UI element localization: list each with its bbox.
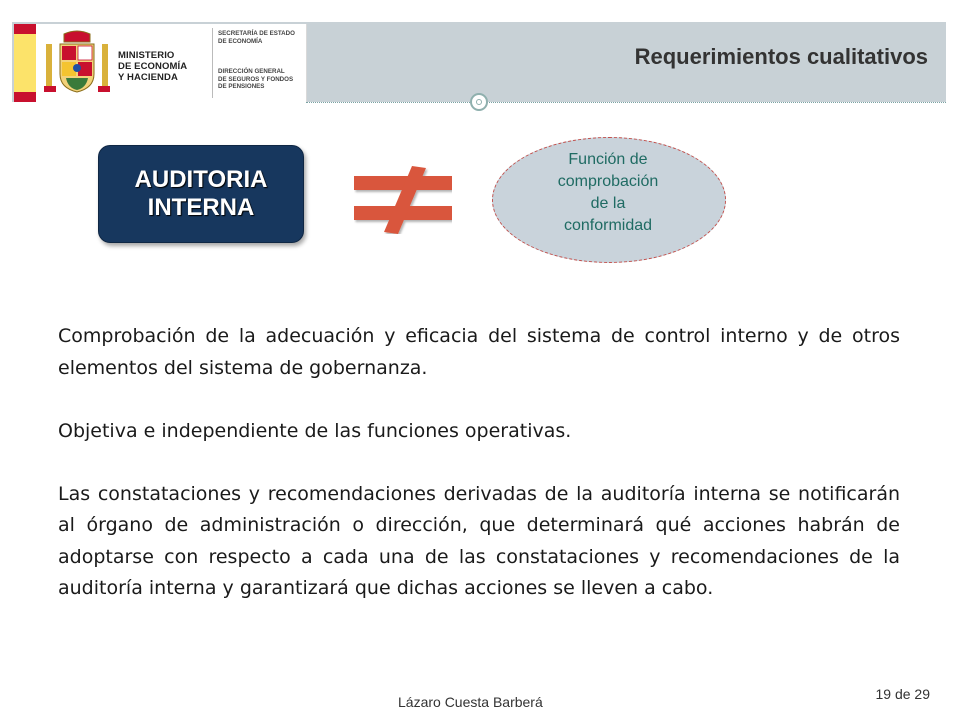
coat-of-arms-icon [42,30,112,96]
auditoria-interna-box [98,145,304,243]
ministry-name: MINISTERIO DE ECONOMÍA Y HACIENDA [118,50,188,83]
box-line-1: AUDITORIA [134,166,268,193]
flag-strip [14,24,36,102]
box-line-2: INTERNA [147,194,255,221]
ellipse-label: Función de comprobación de la conformidad [557,151,659,234]
page-number: 19 de 29 [875,686,930,702]
paragraph: Comprobación de la adecuación y eficacia del sistema de control interno y de otros elementos del sistema de gobernanza. [58,325,900,379]
header-divider [306,102,946,103]
ring-ornament-icon [470,93,488,111]
secretaria-name: SECRETARÍA DE ESTADO DE ECONOMÍA [218,30,295,45]
slide-title: Requerimientos cualitativos [634,44,928,69]
direccion-name: DIRECCIÓN GENERAL DE SEGUROS Y FONDOS DE PENSIONES [218,68,294,91]
body-text [58,321,900,605]
not-equal-icon [354,166,452,234]
paragraph: Objetiva e independiente de las funciones operativas. [58,419,572,442]
author: Lázaro Cuesta Barberá [398,694,543,710]
ministry-logo [14,24,307,102]
paragraph: Las constataciones y recomendaciones derivadas de la auditoría interna se notificarán al órgano de administración o dirección, que determinará qué acciones habrán de adoptarse con respecto a cada una de las constataciones y recomendaciones de la auditoría interna y garantizará que dichas acciones se lleven a cabo. [58,482,900,599]
